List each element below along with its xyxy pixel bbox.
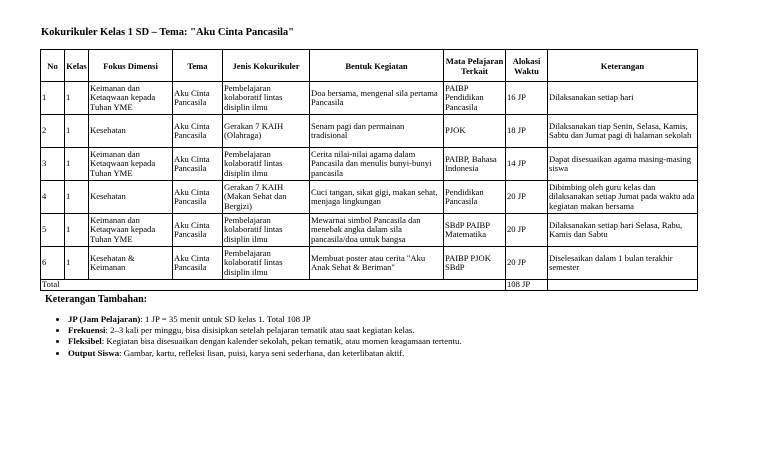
cell-bentuk: Cuci tangan, sikat gigi, makan sehat, menjaga lingkungan — [310, 181, 444, 214]
note-label: Frekuensi — [68, 325, 106, 336]
cell-mapel: PAIBP, Bahasa Indonesia — [444, 148, 506, 181]
header-alokasi-waktu: Alokasi Waktu — [506, 50, 548, 82]
cell-fokus: Kesehatan & Keimanan — [89, 247, 173, 280]
table-total-row — [41, 280, 698, 291]
cell-tema: Aku Cinta Pancasila — [173, 181, 223, 214]
cell-fokus: Keimanan dan Ketaqwaan kepada Tuhan YME — [89, 82, 173, 115]
document-title: Kokurikuler Kelas 1 SD – Tema: "Aku Cinta Pancasila" — [41, 27, 294, 38]
cell-tema: Aku Cinta Pancasila — [173, 214, 223, 247]
table-row — [41, 148, 698, 181]
cell-no: 5 — [41, 214, 65, 247]
cell-kelas: 1 — [65, 82, 89, 115]
total-alokasi: 108 JP — [506, 280, 548, 291]
cell-jenis: Pembelajaran kolaboratif lintas disiplin ilmu — [223, 214, 310, 247]
cell-bentuk: Membuat poster atau cerita "Aku Anak Sehat & Beriman" — [310, 247, 444, 280]
table-header-row — [41, 50, 698, 82]
list-item — [68, 348, 708, 359]
cell-kelas: 1 — [65, 181, 89, 214]
notes-title: Keterangan Tambahan: — [45, 294, 147, 305]
note-text: : Kegiatan bisa disesuaikan dengan kalender sekolah, pekan tematik, atau momen keagamaan tertentu. — [101, 336, 462, 347]
cell-alokasi: 20 JP — [506, 181, 548, 214]
header-tema: Tema — [173, 50, 223, 82]
cell-bentuk: Mewarnai simbol Pancasila dan menebak angka dalam sila pancasila/doa untuk bangsa — [310, 214, 444, 247]
note-text: : 1 JP = 35 menit untuk SD kelas 1. Total 108 JP — [140, 314, 311, 324]
header-bentuk-kegiatan: Bentuk Kegiatan — [310, 50, 444, 82]
note-label: Output Siswa — [68, 347, 120, 358]
cell-jenis: Gerakan 7 KAIH (Olahraga) — [223, 115, 310, 148]
note-label: Fleksibel — [68, 336, 102, 347]
note-text: : Gambar, kartu, refleksi lisan, puisi, karya seni sederhana, dan keterlibatan aktif. — [119, 347, 405, 358]
cell-fokus: Kesehatan — [89, 181, 173, 214]
cell-keterangan: Dibimbing oleh guru kelas dan dilaksanakan setiap Jumat pada waktu ada kegiatan makan bersama — [548, 181, 698, 214]
cell-keterangan: Dapat disesuaikan agama masing-masing siswa — [548, 148, 698, 181]
cell-keterangan: Dilaksanakan setiap hari Selasa, Rabu, Kamis dan Sabtu — [548, 214, 698, 247]
header-fokus-dimensi: Fokus Dimensi — [89, 50, 173, 82]
cell-bentuk: Doa bersama, mengenal sila pertama Pancasila — [310, 82, 444, 115]
cell-keterangan: Diselesaikan dalam 1 bulan terakhir semester — [548, 247, 698, 280]
cell-kelas: 1 — [65, 214, 89, 247]
header-mata-pelajaran: Mata Pelajaran Terkait — [444, 50, 506, 82]
cell-mapel: PAIBP Pendidikan Pancasila — [444, 82, 506, 115]
cell-fokus: Keimanan dan Ketaqwaan kepada Tuhan YME — [89, 214, 173, 247]
cell-mapel: PAIBP PJOK SBdP — [444, 247, 506, 280]
total-label: Total — [41, 280, 506, 291]
header-jenis-kokurikuler: Jenis Kokurikuler — [223, 50, 310, 82]
cell-no: 1 — [41, 82, 65, 115]
cell-mapel: Pendidikan Pancasila — [444, 181, 506, 214]
cell-tema: Aku Cinta Pancasila — [173, 148, 223, 181]
cell-no: 6 — [41, 247, 65, 280]
cell-alokasi: 18 JP — [506, 115, 548, 148]
total-empty-cell — [548, 280, 698, 291]
cell-bentuk: Cerita nilai-nilai agama dalam Pancasila dan menulis bunyi-bunyi pancasila — [310, 148, 444, 181]
cell-no: 2 — [41, 115, 65, 148]
cell-jenis: Pembelajaran kolaboratif lintas disiplin ilmu — [223, 148, 310, 181]
cell-alokasi: 20 JP — [506, 214, 548, 247]
cell-alokasi: 20 JP — [506, 247, 548, 280]
cell-fokus: Keimanan dan Ketaqwaan kepada Tuhan YME — [89, 148, 173, 181]
cell-jenis: Pembelajaran kolaboratif lintas disiplin ilmu — [223, 247, 310, 280]
table-row — [41, 82, 698, 115]
cell-keterangan: Dilaksanakan tiap Senin, Selasa, Kamis, Sabtu dan Jumat pagi di halaman sekolah — [548, 115, 698, 148]
cell-no: 3 — [41, 148, 65, 181]
table-row — [41, 247, 698, 280]
notes-list — [54, 314, 708, 359]
cell-alokasi: 16 JP — [506, 82, 548, 115]
cell-jenis: Gerakan 7 KAIH (Makan Sehat dan Bergizi) — [223, 181, 310, 214]
cell-fokus: Kesehatan — [89, 115, 173, 148]
cell-alokasi: 14 JP — [506, 148, 548, 181]
table-row — [41, 115, 698, 148]
cell-kelas: 1 — [65, 148, 89, 181]
cell-tema: Aku Cinta Pancasila — [173, 247, 223, 280]
header-keterangan: Keterangan — [548, 50, 698, 82]
cell-tema: Aku Cinta Pancasila — [173, 82, 223, 115]
table-row — [41, 214, 698, 247]
cell-keterangan: Dilaksanakan setiap hari — [548, 82, 698, 115]
cell-mapel: PJOK — [444, 115, 506, 148]
header-kelas: Kelas — [65, 50, 89, 82]
cell-kelas: 1 — [65, 247, 89, 280]
list-item — [68, 314, 708, 325]
header-no: No — [41, 50, 65, 82]
list-item — [68, 325, 708, 336]
cell-bentuk: Senam pagi dan permainan tradisional — [310, 115, 444, 148]
table-row — [41, 181, 698, 214]
cell-kelas: 1 — [65, 115, 89, 148]
note-text: : 2–3 kali per minggu, bisa disisipkan setelah pelajaran tematik atau saat kegiatan kelas. — [105, 325, 415, 336]
cell-no: 4 — [41, 181, 65, 214]
list-item — [68, 336, 708, 347]
cell-jenis: Pembelajaran kolaboratif lintas disiplin ilmu — [223, 82, 310, 115]
cell-tema: Aku Cinta Pancasila — [173, 115, 223, 148]
kokurikuler-table — [40, 49, 698, 291]
cell-mapel: SBdP PAIBP Matematika — [444, 214, 506, 247]
note-label: JP (Jam Pelajaran) — [68, 314, 141, 324]
